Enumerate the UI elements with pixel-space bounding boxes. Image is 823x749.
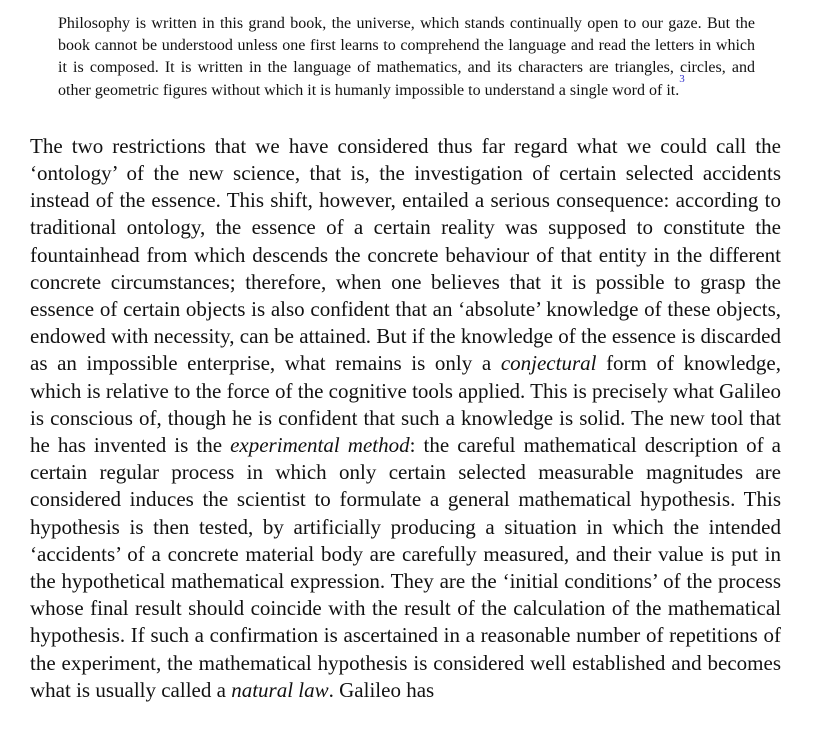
text-run: . Galileo has bbox=[328, 677, 435, 702]
emphasized-text: natural law bbox=[231, 677, 329, 702]
quote-text: Philosophy is written in this grand book, the universe, which stands continually open to our gaze. But the book cannot be understood unless one first learns to comprehend the language and read the letters in which it is composed. It is written in the language of mathematics, and its characters are triangles, circles, and other geometric figures without which it is humanly impossible to understand a single word of it. bbox=[58, 15, 755, 99]
footnote-reference-link[interactable]: 3 bbox=[679, 73, 685, 86]
body-paragraph bbox=[30, 133, 781, 704]
text-run: : the careful mathematical description of a certain regular process in which only certain selected measurable magnitudes are considered induces the scientist to formulate a general mathematical hypothesis. This hypothesis is then tested, by artificially producing a situation in which the intended ‘accidents’ of a concrete material body are carefully measured, and their value is put in the hypothetical mathematical expression. They are the ‘initial conditions’ of the process whose final result should coincide with the result of the calculation of the mathematical hypothesis. If such a confirmation is ascertained in a reasonable number of repetitions of the experiment, the mathematical hypothesis is considered well established and becomes what is usually called a bbox=[30, 433, 781, 702]
emphasized-text: conjectural bbox=[500, 351, 597, 376]
block-quote bbox=[58, 13, 755, 102]
text-run: form of knowledge, which is relative to the force of the cognitive tools applied. This is precisely what Galileo is conscious of, though he is confident that such a knowledge is solid. The new tool that he has invented is the bbox=[30, 351, 781, 458]
emphasized-text: experimental method bbox=[230, 433, 410, 458]
text-run: The two restrictions that we have considered thus far regard what we could call the ‘ontology’ of the new science, that is, the investigation of certain selected accidents instead of the essence. This shift, however, entailed a serious consequence: according to traditional ontology, the essence of a certain reality was supposed to constitute the fountainhead from which descends the concrete behaviour of that entity in the different concrete circumstances; therefore, when one believes that it is possible to grasp the essence of certain objects is also confident that an ‘absolute’ knowledge of these objects, endowed with necessity, can be attained. But if the knowledge of the essence is discarded as an impossible enterprise, what remains is only a bbox=[30, 133, 781, 376]
